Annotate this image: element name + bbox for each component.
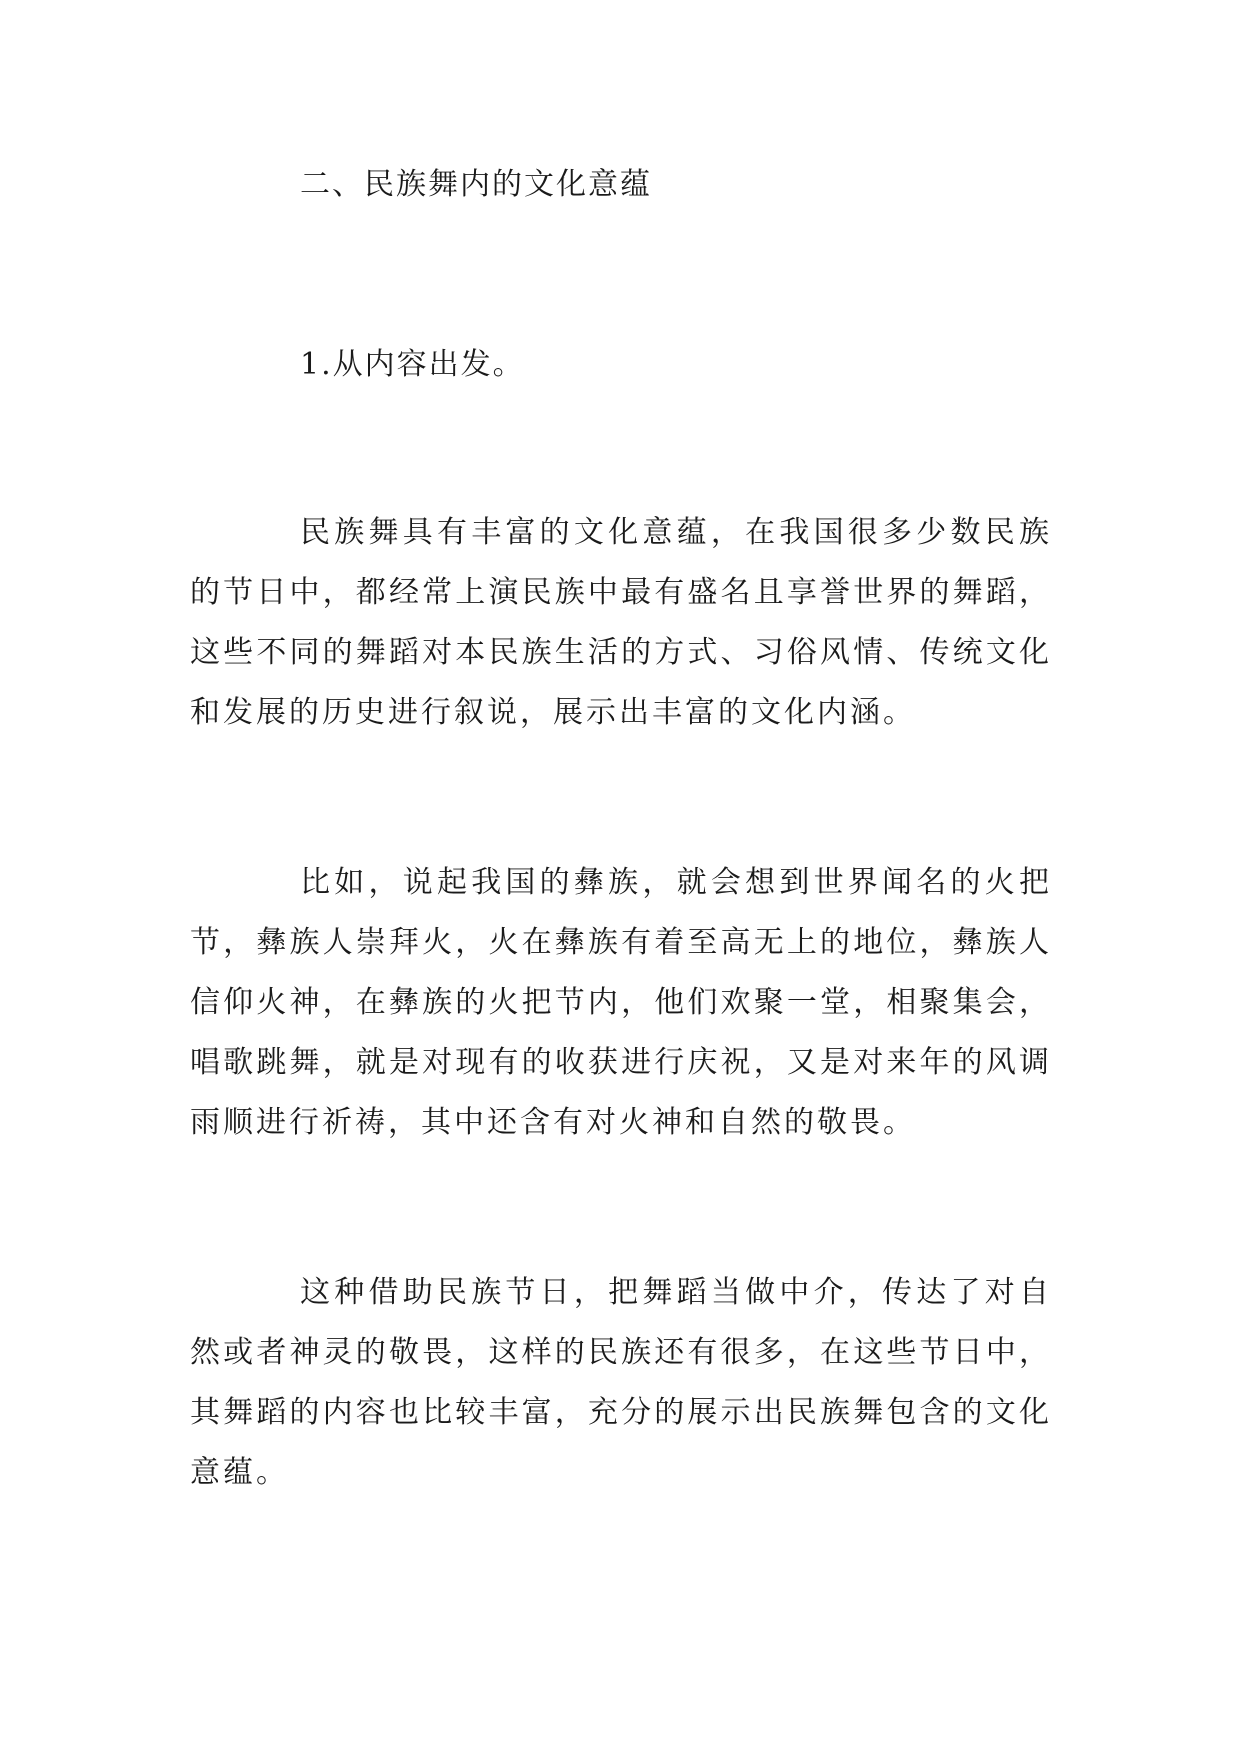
paragraph-block-2 (190, 853, 1052, 1153)
subheading: 1.从内容出发。 (300, 347, 525, 382)
paragraph: 这种借助民族节日，把舞蹈当做中介，传达了对自然或者神灵的敬畏，这样的民族还有很多，在这些节日中，其舞蹈的内容也比较丰富，充分的展示出民族舞包含的文化意蕴。 (190, 1275, 1052, 1490)
paragraph-block-1 (190, 503, 1052, 743)
paragraph: 民族舞具有丰富的文化意蕴，在我国很多少数民族的节日中，都经常上演民族中最有盛名且享誉世界的舞蹈，这些不同的舞蹈对本民族生活的方式、习俗风情、传统文化和发展的历史进行叙说，展示出丰富的文化内涵。 (190, 515, 1052, 730)
paragraph-block-3 (190, 1263, 1052, 1503)
paragraph: 比如，说起我国的彝族，就会想到世界闻名的火把节，彝族人崇拜火，火在彝族有着至高无上的地位，彝族人信仰火神，在彝族的火把节内，他们欢聚一堂，相聚集会，唱歌跳舞，就是对现有的收获进行庆祝，又是对来年的风调雨顺进行祈祷，其中还含有对火神和自然的敬畏。 (190, 865, 1052, 1140)
section-heading: 二、民族舞内的文化意蕴 (300, 167, 652, 202)
